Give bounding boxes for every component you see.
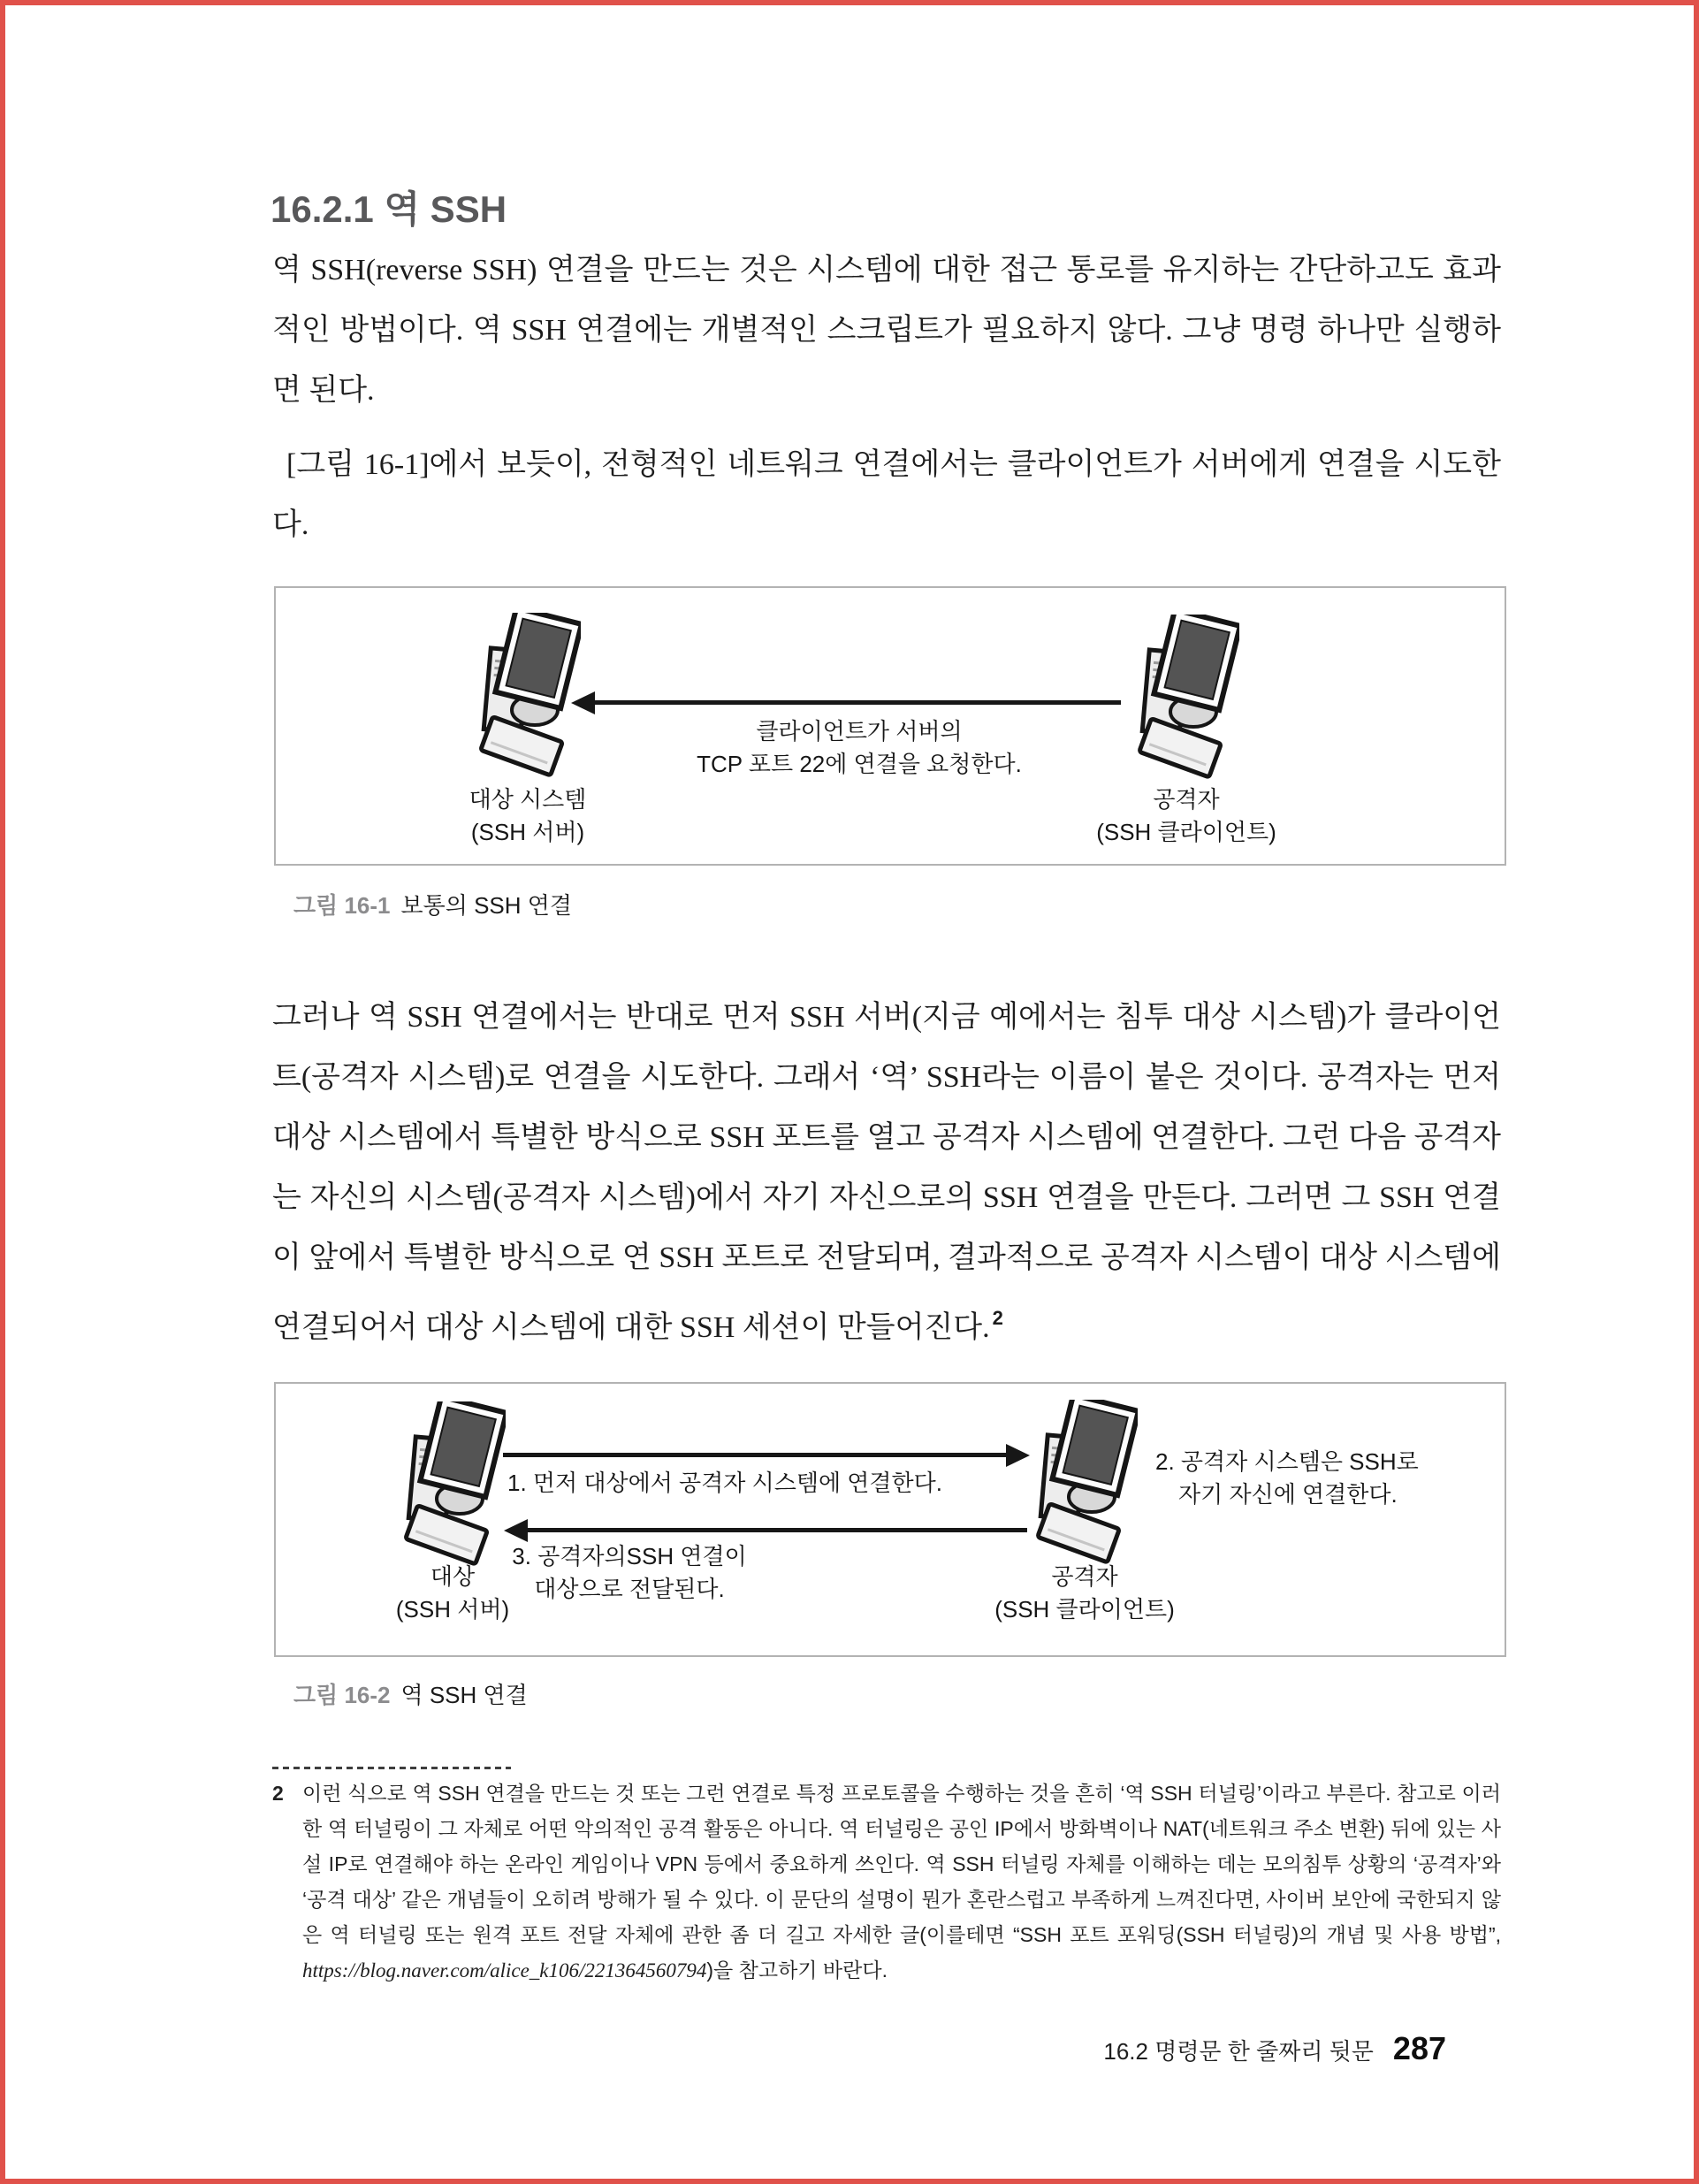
arrow-left-icon	[527, 1528, 1027, 1532]
footnote-text-part: 이런 식으로 역 SSH 연결을 만드는 것 또는 그런 연결로 특정 프로토콜을 수행하는 것을 흔히 ‘역 SSH 터널링’이라고 부른다. 참고로 이러한 역 터널링이 그 자체로 어떤 악의적인 공격 활동은 아니다. 역 터널링은 공인 IP에서 방화벽이나 NAT(네트워크 주소 변환) 뒤에 있는 사설 IP로 연결해야 하는 온라인 게임이나 VPN 등에서 중요하게 쓰인다. 역 SSH 터널링 자체를 이해하는 데는 모의침투 상황의 ‘공격자’와 ‘공격 대상’ 같은 개념들이 오히려 방해가 될 수 있다. 이 문단의 설명이 뭔가 혼란스럽고 부족하게 느껴진다면, 사이버 보안에 국한되지 않은 역 터널링 또는 원격 포트 전달 자체에 관한 좀 더 길고 자세한 글(이를테면 “SSH 포트 포워딩(SSH 터널링)의 개념 및 사용 방법”,	[302, 1782, 1501, 1946]
annotation-line: 클라이언트가 서버의	[756, 718, 963, 745]
caption-title: 보통의 SSH 연결	[400, 892, 572, 919]
figure-annotation-step2	[1155, 1446, 1419, 1511]
footer-section-title: 16.2 명령문 한 줄짜리 뒷문	[1103, 2038, 1374, 2065]
paragraph-intro: 역 SSH(reverse SSH) 연결을 만드는 것은 시스템에 대한 접근 통로를 유지하는 간단하고도 효과적인 방법이다. 역 SSH 연결에는 개별적인 스크립트가 필요하지 않다. 그냥 명령 하나만 실행하면 된다.	[272, 254, 1501, 407]
footnote-separator	[272, 1767, 511, 1769]
label-target	[396, 1561, 509, 1626]
computer-icon	[1032, 1400, 1138, 1568]
footnote-text-part: )을 참고하기 바란다.	[706, 1959, 888, 1982]
label-attacker	[994, 1561, 1175, 1626]
caption-number: 그림 16-1	[293, 892, 391, 919]
label-line: 공격자	[1051, 1563, 1118, 1590]
label-line: (SSH 서버)	[395, 1596, 510, 1623]
figure-annotation-step3	[512, 1540, 746, 1606]
computer-icon	[475, 613, 581, 781]
figure-normal-ssh-connection	[274, 586, 1506, 866]
label-line: (SSH 클라이언트)	[994, 1596, 1175, 1623]
annotation-line: 대상으로 전달된다.	[534, 1576, 725, 1602]
label-attacker	[1096, 783, 1276, 849]
page-footer	[1103, 2030, 1446, 2067]
caption-title: 역 SSH 연결	[400, 1682, 528, 1708]
footnote-text	[302, 1775, 1501, 1989]
computer-icon	[1133, 615, 1239, 783]
footnote-url: https://blog.naver.com/alice_k106/221364560794	[302, 1959, 707, 1982]
paragraph-reverse-ssh	[272, 988, 1501, 1358]
computer-icon	[400, 1401, 506, 1569]
figure-reverse-ssh-connection	[274, 1382, 1506, 1657]
annotation-line: 3. 공격자의SSH 연결이	[512, 1543, 747, 1569]
label-line: 공격자	[1153, 786, 1220, 813]
figure-annotation-connection-request	[697, 715, 1022, 781]
label-line: 대상	[430, 1563, 476, 1590]
footer-page-number: 287	[1392, 2030, 1446, 2066]
footnote-marker: 2	[272, 1782, 284, 1805]
label-target-system	[469, 783, 587, 849]
footnote-reference: 2	[992, 1307, 1003, 1329]
figure-caption	[293, 1677, 528, 1710]
paragraph-figure-ref: [그림 16-1]에서 보듯이, 전형적인 네트워크 연결에서는 클라이언트가 서버에게 연결을 시도한다.	[272, 448, 1501, 541]
figure-caption	[293, 888, 572, 920]
label-line: (SSH 클라이언트)	[1096, 819, 1276, 845]
figure-annotation-step1: 1. 먼저 대상에서 공격자 시스템에 연결한다.	[507, 1470, 942, 1496]
annotation-line: 자기 자신에 연결한다.	[1178, 1481, 1398, 1508]
section-heading: 16.2.1 역 SSH	[270, 188, 507, 230]
arrow-right-icon	[503, 1453, 1007, 1457]
label-line: 대상 시스템	[469, 786, 587, 813]
arrow-left-icon	[594, 700, 1121, 705]
caption-number: 그림 16-2	[293, 1682, 391, 1708]
paragraph-text: 그러나 역 SSH 연결에서는 반대로 먼저 SSH 서버(지금 예에서는 침투 대상 시스템)가 클라이언트(공격자 시스템)로 연결을 시도한다. 그래서 ‘역’ SSH라는 이름이 붙은 것이다. 공격자는 먼저 대상 시스템에서 특별한 방식으로 SSH 포트를 열고 공격자 시스템에 연결한다. 그런 다음 공격자는 자신의 시스템(공격자 시스템)에서 자기 자신으로의 SSH 연결을 만든다. 그러면 그 SSH 연결이 앞에서 특별한 방식으로 연 SSH 포트로 전달되며, 결과적으로 공격자 시스템이 대상 시스템에 연결되어서 대상 시스템에 대한 SSH 세션이 만들어진다.	[272, 1001, 1501, 1344]
annotation-line: 2. 공격자 시스템은 SSH로	[1155, 1448, 1419, 1475]
footnote	[272, 1775, 1501, 1989]
label-line: (SSH 서버)	[470, 819, 585, 845]
annotation-line: TCP 포트 22에 연결을 요청한다.	[697, 751, 1022, 777]
